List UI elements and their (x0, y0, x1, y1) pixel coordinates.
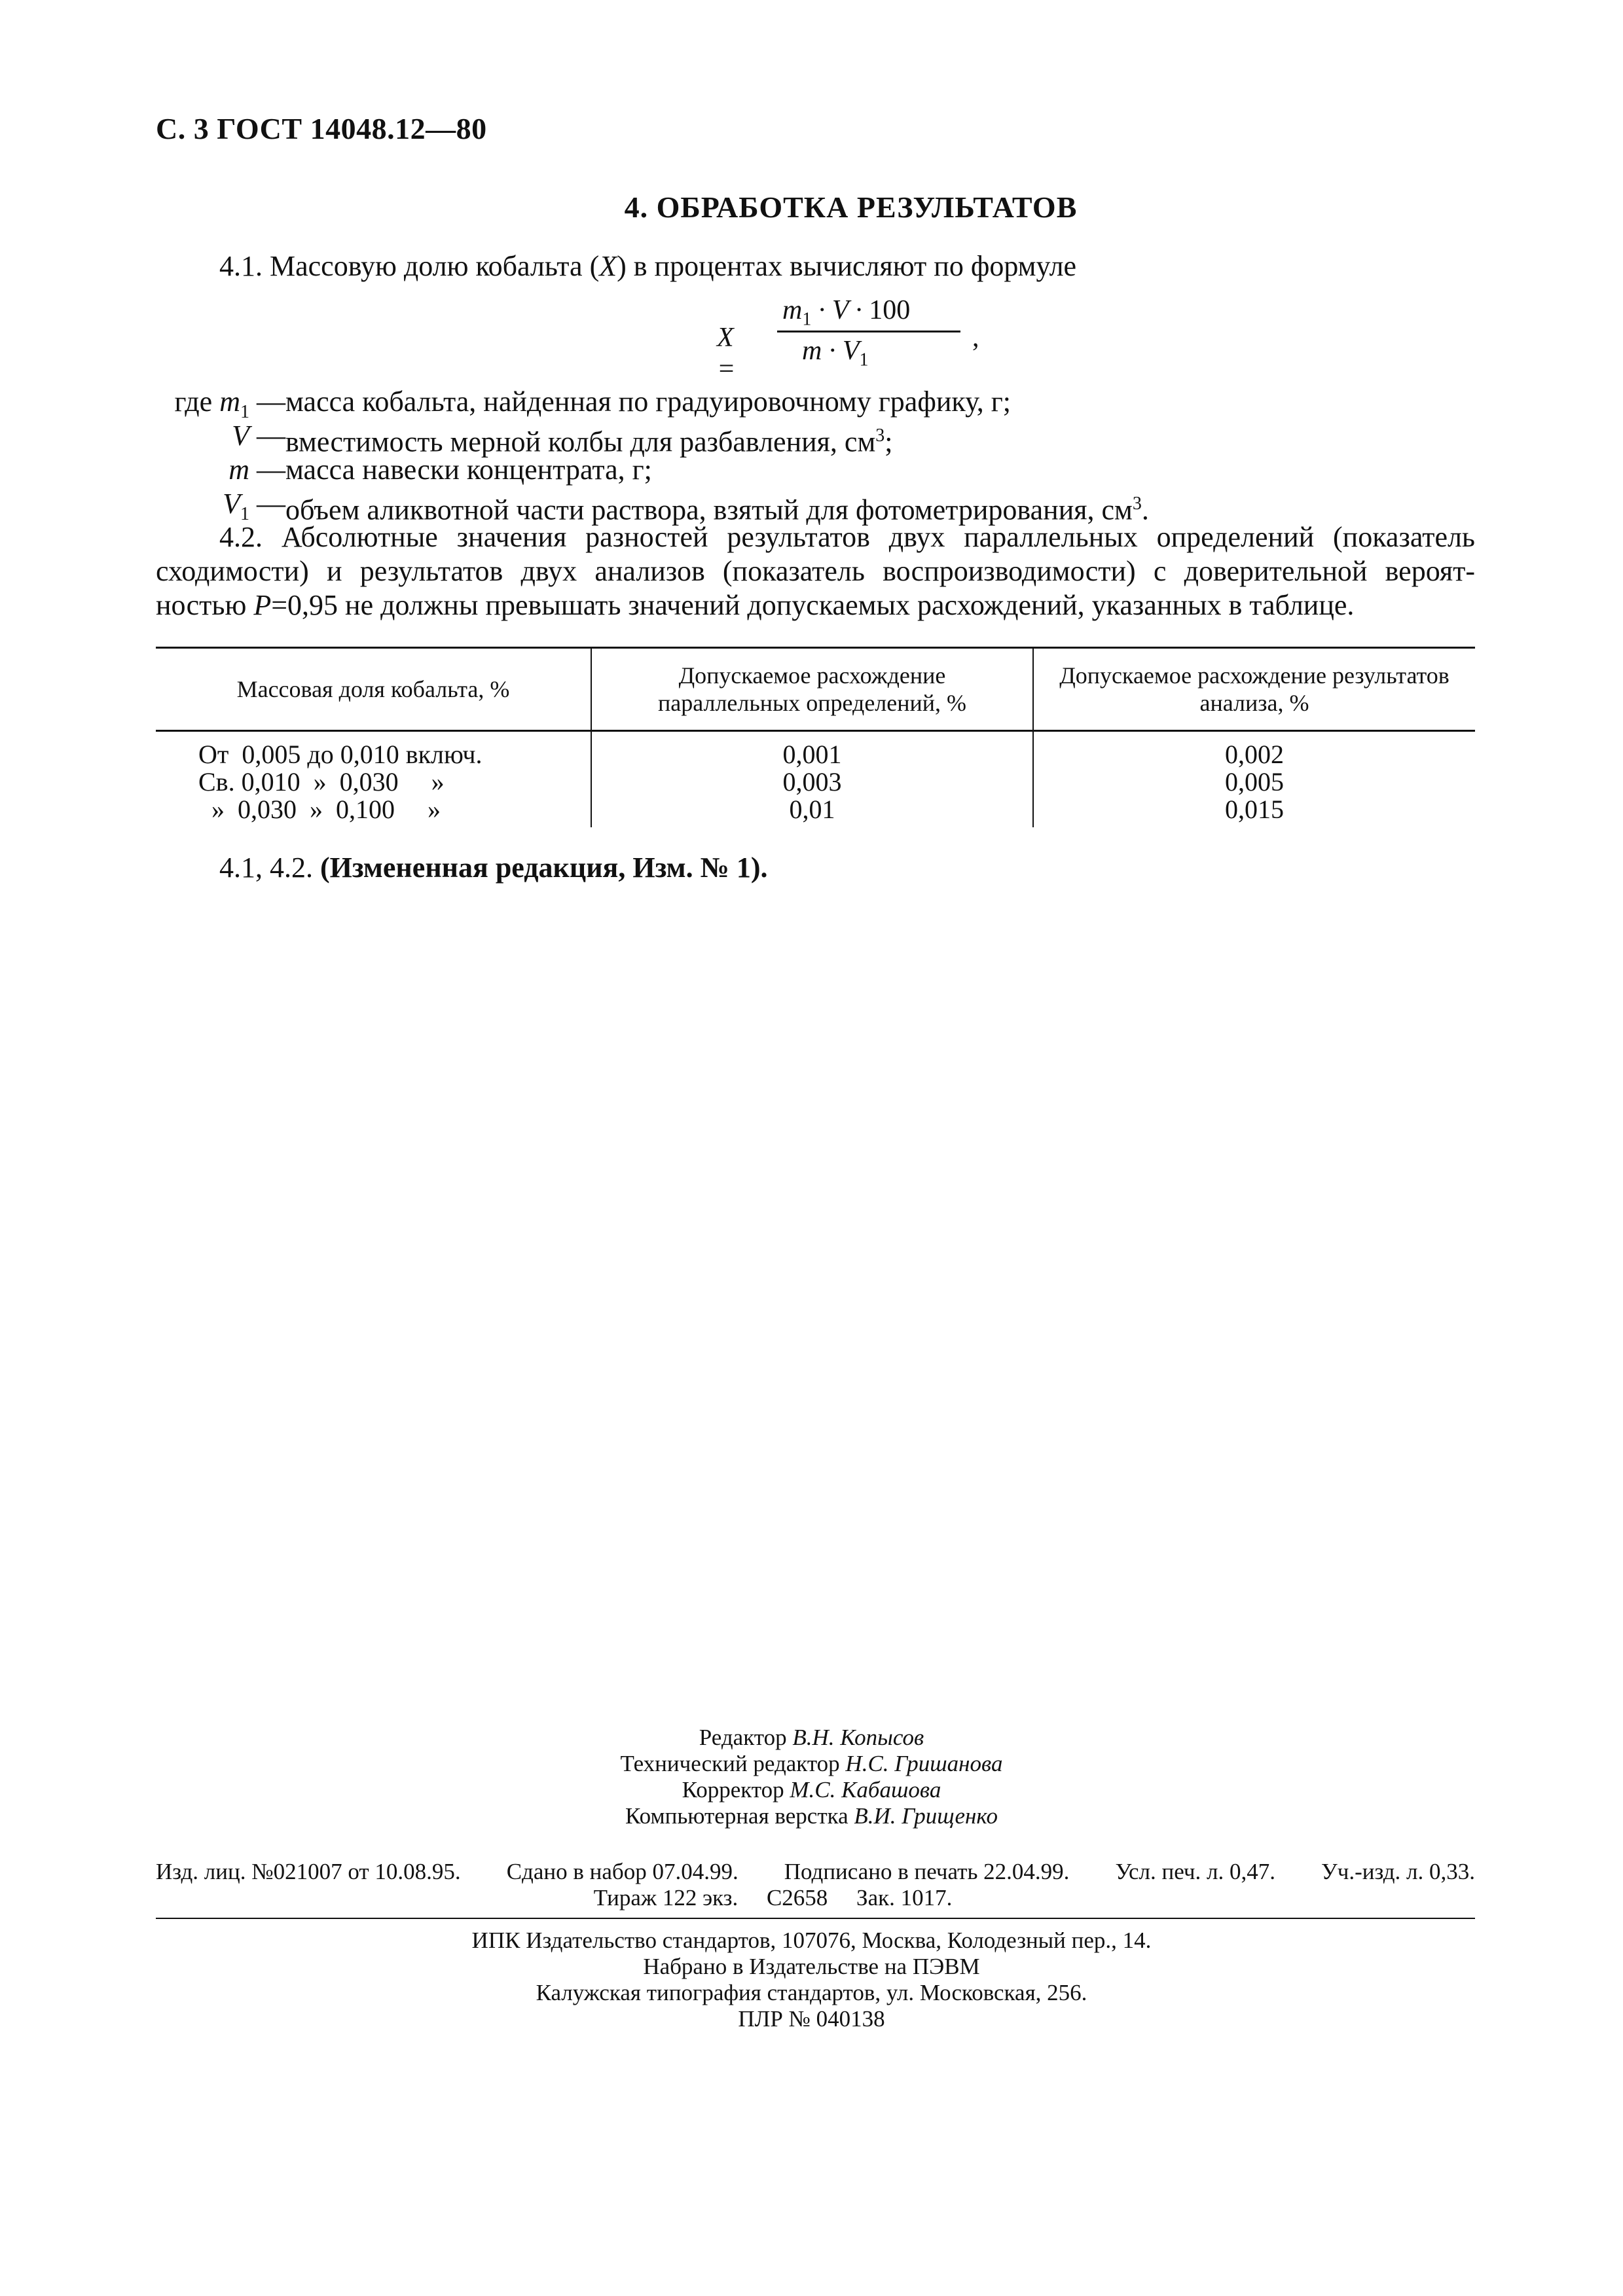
table-cell: От 0,005 до 0,010 включ. (198, 740, 483, 769)
paragraph-4-1 (219, 249, 1076, 284)
publisher-line: Калужская типография стандартов, ул. Московская, 256. (536, 1980, 1087, 2005)
column-header: Допускаемое расхождение параллельных определений, % (591, 648, 1033, 731)
table-header-row (156, 648, 1475, 731)
editorial-credits (0, 1725, 1623, 1829)
table-row (156, 768, 1475, 796)
imprint-line: Изд. лиц. №021007 от 10.08.95. Сдано в набор 07.04.99. Подписано в печать 22.04.99. Усл. печ. л. 0,47. Уч.-изд. л. 0,33. (156, 1859, 1475, 1884)
variable-x: X (599, 250, 617, 282)
note-prefix: 4.1, 4.2. (219, 852, 313, 884)
publisher-info (0, 1928, 1623, 2032)
page-header: С. 3 ГОСТ 14048.12—80 (156, 112, 487, 145)
table-cell: 0,002 (1033, 731, 1475, 769)
paragraph-text-end: ) в процентах вычисляют по формуле (617, 250, 1077, 282)
formula-lhs: X = (717, 323, 736, 384)
table-row (156, 731, 1475, 769)
amendment-note (219, 851, 767, 884)
imprint (156, 1859, 1475, 1911)
table-cell: » 0,030 » 0,100 » (198, 795, 441, 824)
publisher-line: ИПК Издательство стандартов, 107076, Москва, Колодезный пер., 14. (471, 1928, 1152, 1953)
credit-line: Компьютерная верстка В.И. Грищенко (625, 1803, 998, 1829)
paragraph-number: 4.1. (219, 250, 263, 282)
divider (156, 1918, 1475, 1919)
definition-text: объем аликвотной части раствора, взятый для фотометрирования, $см^3$. (285, 493, 1149, 526)
paragraph-line: ностью P=0,95 не должны превышать значений допускаемых расхождений, указанных в таблице. (156, 589, 1355, 621)
formula-denominator: $m \cdot V_1$ (802, 336, 869, 370)
table-cell: 0,001 (591, 731, 1033, 769)
section-title: 4. ОБРАБОТКА РЕЗУЛЬТАТОВ (624, 190, 1078, 224)
definition-text: вместимость мерной колбы для разбавления, $см^3$; (285, 425, 893, 458)
document-page: С. 3 ГОСТ 14048.12—80 4. ОБРАБОТКА РЕЗУЛЬТАТОВ 4.1. Массовую долю кобальта (X) в процентах вычисляют по формуле X = $m_1 \cdot V \cdot 100$ $m \cdot V_1$ , где $m_1$ — масса кобальта, найденная по градуировочному графику, г; V — вместимость мерной колбы для разбавления, $см^3$; m — масса навески концентрата, г; $V_1$ — объем аликвотной части раствора, взятый для фотометрирования, $см^3$. 4.2. Абсолютные значения разностей результатов двух параллельных определений (показатель сходимости) и результатов двух анализов (показатель воспроизводимости) с доверительной вероят- ностью P=0,95 не должны превышать значений допускаемых расхождений, указанных в таблице. Массовая доля кобальта, % Допускаемое расхождение параллельных определений, % Допускаемое расхождение результатов анализа, % От 0,005 до 0,010 включ. 0,001 0,002 Св. 0,010 » 0,030 » 0,003 0,005 » 0,030 » 0,100 » 0,01 0,015 4.1, 4.2. (Измененная редакция, Изм. № 1). Редактор В.Н. Копысов Технический редактор Н.С. Гришанова Корректор М.С. Кабашова Компьютерная верстка В.И. Грищенко Изд. лиц. №021007 от 10.08.95. Сдано в набор 07.04.99. Подписано в печать 22.04.99. Усл. печ. л. 0,47. Уч.-изд. л. 0,33. Тираж 122 экз. С2658 Зак. 1017. ИПК Издательство стандартов, 107076, Москва, Колодезный пер., 14. Набрано в Издательстве на ПЭВМ Калужская типография стандартов, ул. Московская, 256. ПЛР № 040138 (0, 0, 1623, 2296)
definition-text: масса навески концентрата, г; (285, 454, 652, 486)
table-cell: Св. 0,010 » 0,030 » (198, 767, 445, 797)
credit-line: Технический редактор Н.С. Гришанова (620, 1751, 1003, 1776)
paragraph-text: Массовую долю кобальта ( (270, 250, 600, 282)
formula-comma: , (972, 323, 979, 353)
publisher-line: Набрано в Издательстве на ПЭВМ (643, 1954, 980, 1979)
column-header: Допускаемое расхождение результатов анализа, % (1033, 648, 1475, 731)
paragraph-4-2 (156, 520, 1475, 622)
fraction-bar (777, 331, 960, 332)
credit-line: Редактор В.Н. Копысов (699, 1725, 924, 1750)
publisher-line: ПЛР № 040138 (738, 2006, 885, 2032)
table-cell: 0,005 (1033, 768, 1475, 796)
imprint-line: Тираж 122 экз. С2658 Зак. 1017. (593, 1885, 953, 1910)
paragraph-line: сходимости) и результатов двух анализов (показатель воспроизводимости) с доверительной вероят- (156, 555, 1475, 587)
table-cell: 0,015 (1033, 796, 1475, 827)
note-bold: (Измененная редакция, Изм. № 1). (320, 852, 768, 884)
paragraph-line: 4.2. Абсолютные значения разностей результатов двух параллельных определений (показатель (219, 521, 1475, 553)
formula-numerator: $m_1 \cdot V \cdot 100$ (782, 295, 911, 330)
column-header: Массовая доля кобальта, % (156, 648, 591, 731)
definition-text: масса кобальта, найденная по градуировочному графику, г; (285, 386, 1012, 418)
tolerance-table (156, 647, 1475, 827)
table-row (156, 796, 1475, 827)
table-cell: 0,01 (591, 796, 1033, 827)
credit-line: Корректор М.С. Кабашова (682, 1777, 941, 1803)
table-cell: 0,003 (591, 768, 1033, 796)
